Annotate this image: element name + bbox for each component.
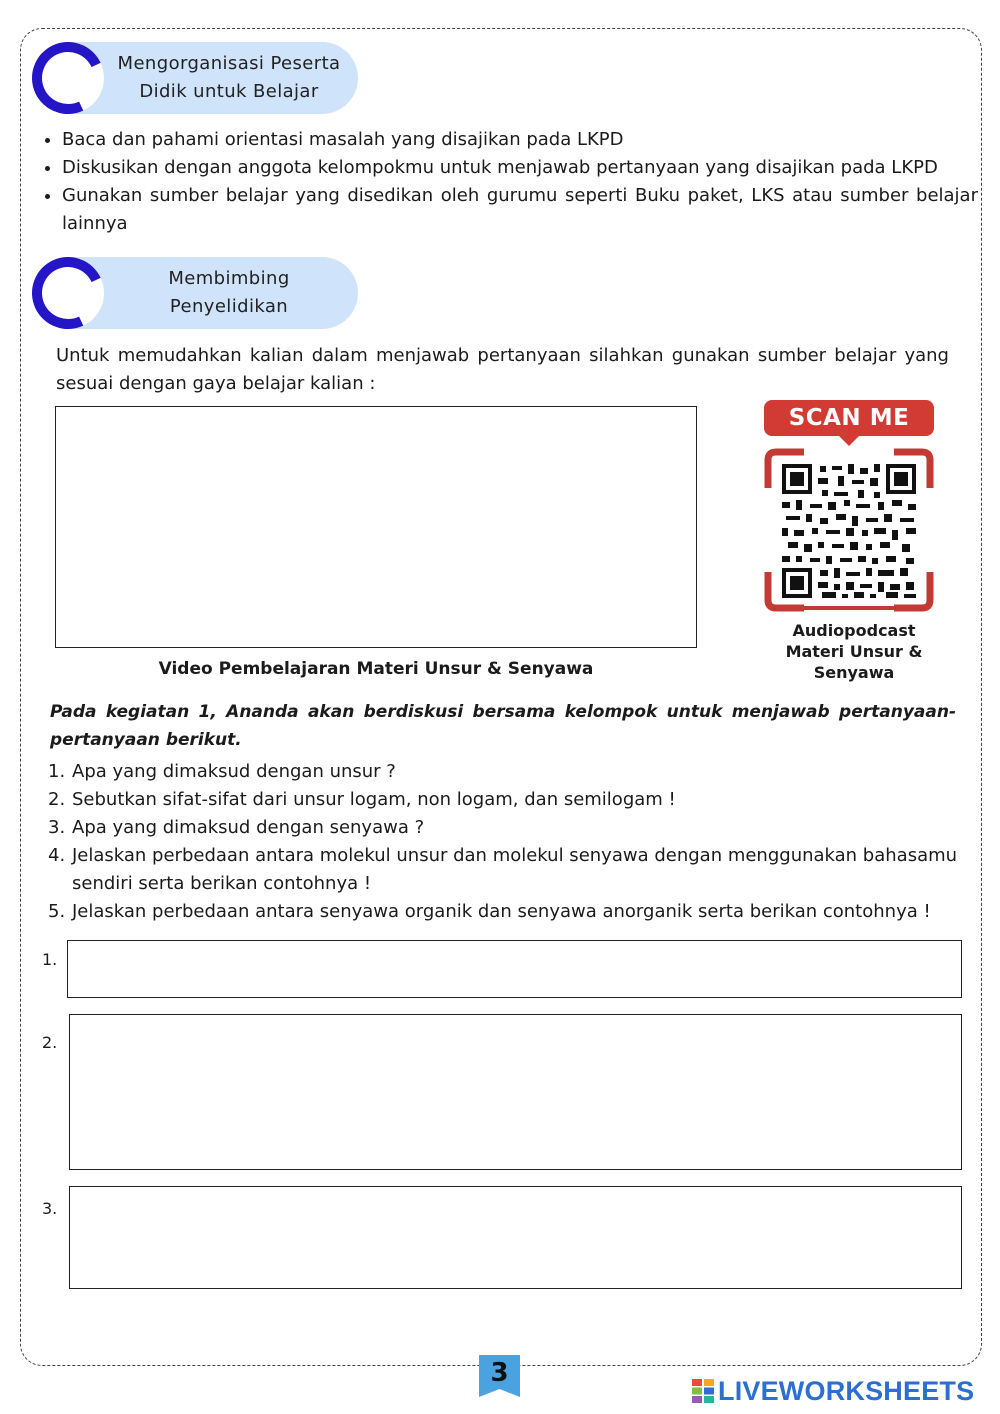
question-text: Jelaskan perbedaan antara senyawa organik dan senyawa anorganik serta berikan contohnya !: [72, 901, 931, 922]
question-number: 1.: [48, 761, 66, 782]
liveworksheets-brand: [692, 1374, 974, 1408]
caption-line: Senyawa: [813, 663, 895, 682]
question-item: [48, 898, 966, 926]
section-title-line2: Penyelidikan: [169, 296, 289, 317]
section-header-organize: [32, 42, 358, 114]
answer-number: 1.: [42, 950, 58, 969]
question-item: [48, 786, 966, 814]
section-title-line2: Didik untuk Belajar: [139, 81, 319, 102]
question-number: 3.: [48, 817, 66, 838]
page-number-badge: [479, 1355, 520, 1397]
audiopodcast-caption: [766, 620, 942, 683]
question-text: Jelaskan perbedaan antara molekul unsur dan molekul senyawa dengan menggunakan bahasamu sendiri serta berikan contohnya !: [72, 845, 958, 894]
question-number: 5.: [48, 901, 66, 922]
label-pointer-icon: [838, 435, 860, 446]
answer-number: 3.: [42, 1199, 58, 1218]
section-header-guide: [32, 257, 358, 329]
answer-input-3[interactable]: [69, 1186, 962, 1289]
question-item: [48, 758, 966, 786]
page-number: 3: [490, 1358, 509, 1388]
scan-me-label: SCAN ME: [764, 400, 934, 436]
list-item: • Gunakan sumber belajar yang disedikan oleh gurumu seperti Buku paket, LKS atau sumber belajar lainnya: [62, 182, 978, 238]
video-player[interactable]: [55, 406, 697, 648]
question-item: [48, 842, 966, 898]
section-title-line1: Mengorganisasi Peserta: [117, 53, 341, 74]
answer-input-2[interactable]: [69, 1014, 962, 1170]
learning-source-instruction: Untuk memudahkan kalian dalam menjawab pertanyaan silahkan gunakan sumber belajar yang sesuai dengan gaya belajar kalian :: [56, 345, 949, 394]
question-number: 4.: [48, 845, 66, 866]
list-item: • Diskusikan dengan anggota kelompokmu untuk menjawab pertanyaan yang disajikan pada LKPD: [62, 154, 978, 182]
answer-number: 2.: [42, 1033, 58, 1052]
list-item: • Baca dan pahami orientasi masalah yang disajikan pada LKPD: [62, 126, 978, 154]
video-caption: Video Pembelajaran Materi Unsur & Senyawa: [158, 659, 594, 679]
caption-line: Materi Unsur &: [785, 642, 923, 661]
qr-scan-block[interactable]: [764, 400, 934, 614]
activity-intro: Pada kegiatan 1, Ananda akan berdiskusi bersama kelompok untuk menjawab pertanyaan-pertanyaan berikut.: [50, 702, 956, 750]
question-number: 2.: [48, 789, 66, 810]
question-text: Apa yang dimaksud dengan unsur ?: [72, 761, 396, 782]
liveworksheets-logo-icon: [692, 1379, 714, 1403]
question-list: [48, 758, 966, 926]
answer-input-1[interactable]: [67, 940, 962, 998]
instruction-list: [40, 126, 978, 238]
qr-code-icon: [782, 464, 916, 598]
question-item: [48, 814, 966, 842]
caption-line: Audiopodcast: [792, 621, 916, 640]
question-text: Sebutkan sifat-sifat dari unsur logam, non logam, dan semilogam !: [72, 789, 676, 810]
section-title-line1: Membimbing: [168, 268, 290, 289]
question-text: Apa yang dimaksud dengan senyawa ?: [72, 817, 425, 838]
brand-name: LIVEWORKSHEETS: [718, 1375, 975, 1406]
